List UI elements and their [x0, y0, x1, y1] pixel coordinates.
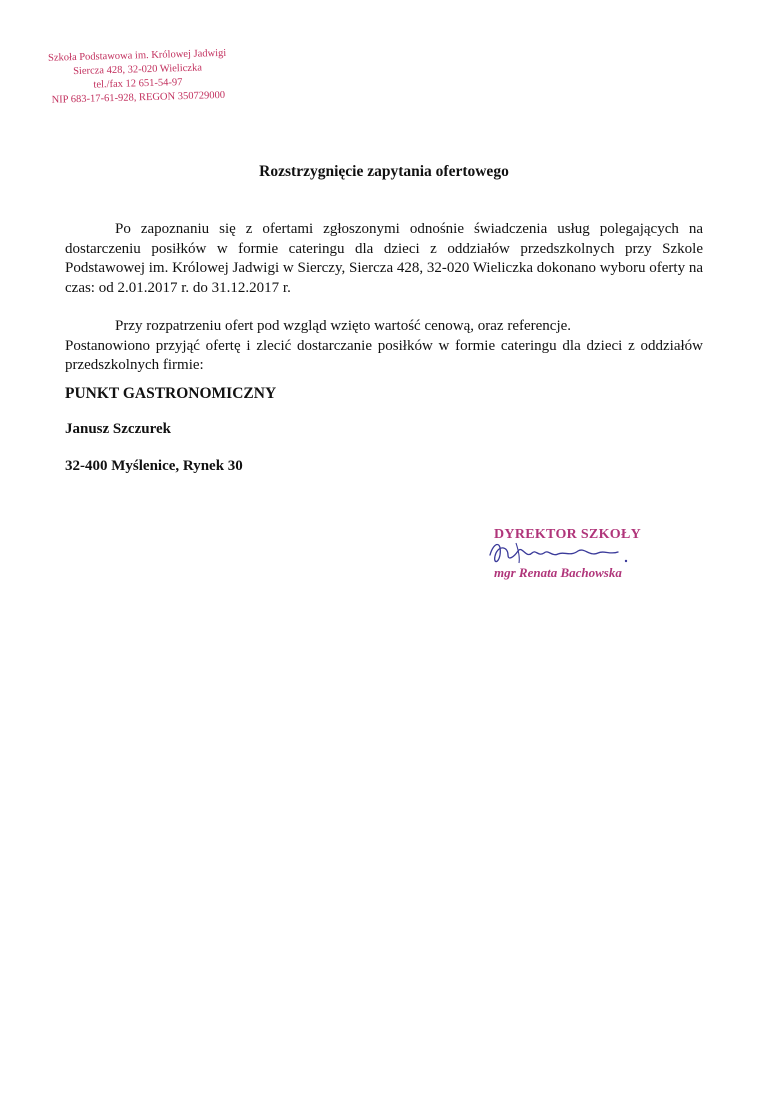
stamp-school-name: Szkoła Podstawowa im. Królowej Jadwigi [47, 47, 227, 64]
school-stamp [42, 47, 233, 108]
company-name: PUNKT GASTRONOMICZNY [65, 385, 277, 402]
paragraph-decision [65, 317, 703, 376]
document-title: Rozstrzygnięcie zapytania ofertowego [259, 163, 509, 180]
stamp-address: Siercza 428, 32-020 Wieliczka [72, 62, 203, 78]
company-owner: Janusz Szczurek [65, 421, 171, 437]
director-title: DYREKTOR SZKOŁY [494, 527, 641, 542]
paragraph-decision-rest: Postanowiono przyjąć ofertę i zlecić dostarczanie posiłków w formie cateringu dla dzieci z oddziałów przedszkolnych firmie: [65, 337, 703, 373]
stamp-phone: tel./fax 12 651-54-97 [93, 77, 183, 91]
director-name: mgr Renata Bachowska [494, 565, 622, 580]
paragraph-offer-selection: Po zapoznaniu się z ofertami zgłoszonymi odnośnie świadczenia usług polegających na dostarczeniu posiłków w formie cateringu dla dzieci z oddziałów przedszkolnych przy Szkole Podstawowej im. Królowej Jadwigi w Sierczy, Siercza 428, 32-020 Wieliczka dokonano wyboru oferty na czas: od 2.01.2017 r. do 31.12.2017 r. [65, 221, 703, 296]
director-stamp [486, 525, 646, 585]
handwritten-signature [486, 535, 646, 569]
paragraph-decision-line1: Przy rozpatrzeniu ofert pod wzgląd wzięto wartość cenową, oraz referencje. [115, 318, 572, 334]
stamp-nip-regon: NIP 683-17-61-928, REGON 350729000 [51, 89, 226, 106]
company-address: 32-400 Myślenice, Rynek 30 [65, 458, 243, 474]
